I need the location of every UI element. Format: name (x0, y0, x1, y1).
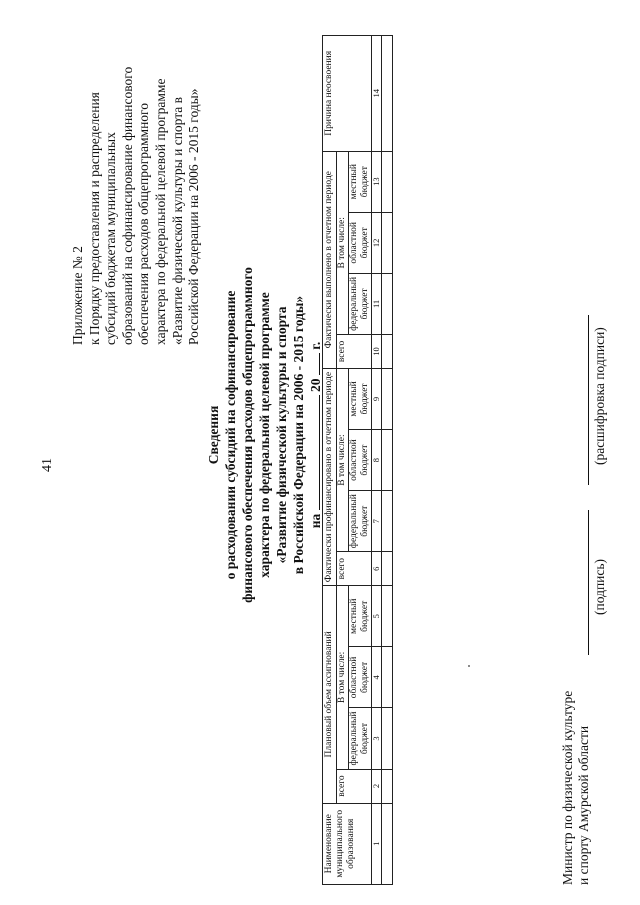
heading-line: «Развитие физической культуры и спорта (274, 306, 289, 564)
header-local: местный бюджет (349, 151, 372, 212)
appendix-line: «Развитие физической культуры и спорта в (169, 96, 185, 345)
table-cell (382, 212, 393, 273)
header-executed: Фактически выполнено в отчетном периоде (323, 151, 337, 368)
column-number: 9 (372, 368, 382, 429)
heading-line: Сведения (206, 405, 221, 465)
column-number: 3 (372, 708, 382, 769)
heading-line: о расходовании субсидий на софинансирование (223, 290, 238, 580)
period-year: 20 (308, 378, 323, 392)
header-reason: Причина неосвоения (323, 36, 372, 152)
header-federal: федеральный бюджет (349, 491, 372, 552)
appendix-note (70, 25, 203, 345)
column-number: 11 (372, 273, 382, 334)
column-number: 10 (372, 334, 382, 368)
column-number: 7 (372, 491, 382, 552)
table-cell (382, 491, 393, 552)
page-number: 41 (40, 458, 55, 472)
header-municipality: Наименование муниципального образования (323, 803, 372, 884)
table-cell (382, 273, 393, 334)
header-including: В том числе: (337, 368, 349, 551)
header-including: В том числе: (337, 586, 349, 769)
table-cell (382, 334, 393, 368)
header-regional: областной бюджет (349, 647, 372, 708)
header-financed: Фактически профинансировано в отчетном периоде (323, 368, 337, 585)
table-cell (382, 803, 393, 884)
signer-block (560, 691, 592, 885)
appendix-line: Российской Федерации на 2006 - 2015 годы» (186, 88, 202, 345)
header-federal: федеральный бюджет (349, 708, 372, 769)
appendix-line: образований на софинансирование финансового (119, 66, 135, 345)
appendix-line: Приложение № 2 (70, 246, 85, 345)
table-cell (382, 769, 393, 803)
header-total: всего (337, 552, 372, 586)
column-number: 6 (372, 552, 382, 586)
period-suffix: г. (308, 341, 323, 350)
column-number: 4 (372, 647, 382, 708)
signature-caption: (подпись) (592, 558, 607, 615)
report-table (322, 35, 393, 885)
header-planned: Плановый объем ассигнований (323, 586, 337, 803)
column-number: 2 (372, 769, 382, 803)
table-row (382, 36, 393, 885)
table-cell (382, 552, 393, 586)
appendix-line: субсидий бюджетам муниципальных (103, 132, 119, 345)
table-cell (382, 368, 393, 429)
signature-line (588, 510, 589, 655)
header-regional: областной бюджет (349, 430, 372, 491)
column-number: 8 (372, 430, 382, 491)
name-caption: (расшифровка подписи) (592, 327, 607, 465)
appendix-line: к Порядку предоставления и распределения (86, 92, 102, 345)
header-including: В том числе: (337, 151, 349, 334)
header-federal: федеральный бюджет (349, 273, 372, 334)
table-cell (382, 151, 393, 212)
column-number: 13 (372, 151, 382, 212)
column-number: 12 (372, 212, 382, 273)
header-regional: областной бюджет (349, 212, 372, 273)
header-total: всего (337, 769, 372, 803)
column-number: 1 (372, 803, 382, 884)
appendix-line: характера по федеральной целевой программе (152, 78, 168, 345)
table-cell (382, 586, 393, 647)
heading-line: в Российской Федерации на 2006 - 2015 годы» (291, 295, 306, 575)
document-heading (205, 200, 307, 670)
heading-line: финансового обеспечения расходов общепрограммного (240, 267, 255, 603)
header-local: местный бюджет (349, 586, 372, 647)
table-cell (382, 36, 393, 152)
column-number: 5 (372, 586, 382, 647)
table-cell (382, 708, 393, 769)
signer-line: и спорту Амурской области (576, 725, 591, 885)
name-line (588, 315, 589, 485)
table-cell (382, 430, 393, 491)
header-local: местный бюджет (349, 368, 372, 429)
header-total: всего (337, 334, 372, 368)
table-cell (382, 647, 393, 708)
column-number: 14 (372, 36, 382, 152)
heading-line: характера по федеральной целевой программе (257, 292, 272, 578)
period-year-blank (307, 353, 320, 375)
period-blank (307, 395, 320, 510)
period-prefix: на (308, 513, 323, 529)
scan-speck (468, 665, 470, 667)
appendix-line: обеспечения расходов общепрограммного (136, 103, 152, 345)
signer-line: Министр по физической культуре (560, 690, 575, 885)
